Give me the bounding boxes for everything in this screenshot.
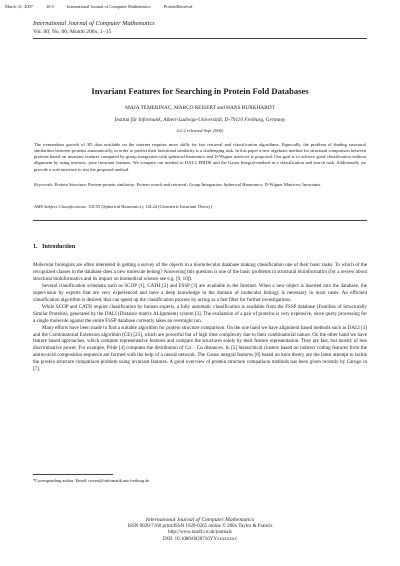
section-heading — [33, 244, 75, 250]
running-header-time: 10:5 — [46, 4, 54, 9]
paragraph: Several classification schemata such as SCOP [1], CATH [2] and FSSP [3] are available in the Internet. When a new object is inserted into the database, the supervision by experts that are very experienced and have a deep knowledge in the domain of molecular biology is necessary in most cases. An efficient classification algorithm is desired, that can speed up the classification process by acting as a fast filter for further investigations. — [33, 282, 367, 303]
ams-classification — [34, 204, 366, 209]
affiliation: Institut für Informatik, Albert-Ludwigs-Universität, D-79110 Freiburg, Germany — [114, 117, 286, 123]
ams-label: AMS Subject Classifications: — [34, 204, 88, 209]
publication-journal: International Journal of Computer Mathematics — [145, 517, 255, 523]
section-title: Introduction — [42, 244, 76, 250]
journal-volume: Vol. 00, No. 00, Month 200x, 1–15 — [33, 29, 112, 35]
paper-title: Invariant Features for Searching in Protein Fold Databases — [91, 86, 309, 96]
publication-issn: ISSN 0020-7160 print/ISSN 1029-0265 online © 200x Taylor & Francis — [127, 523, 273, 529]
publication-info — [0, 517, 400, 543]
publication-url[interactable]: http://www.tandf.co.uk/journals — [168, 530, 232, 535]
ams-text: 33C55 (Spherical Harmonics); 14L24 (Geometric Invariant Theory) — [88, 204, 213, 209]
footnote-rule — [33, 474, 113, 475]
footnote: *Corresponding author. Email: reisert@informatik.uni-freiburg.de — [33, 478, 150, 483]
section-number: 1. — [33, 244, 38, 250]
abstract-rule — [33, 220, 367, 221]
header-rule — [33, 38, 367, 39]
keywords — [34, 182, 366, 188]
paragraph: While SCOP and CATH require classification by human experts, a fully automatic classification is available from the FSSP database (Families of Structurally Similar Proteins), generated by the DALI (Distance matrix ALIgnment) system [3]. The evaluation of a pair of proteins is very expensive, since query processing for a single molecule against the entire FSSP database currently takes an overnight run. — [33, 303, 367, 324]
body-text — [33, 262, 367, 373]
running-header-status: ProteinRetrieval — [163, 4, 193, 9]
running-header-date: March 31, 2007 — [5, 4, 33, 9]
keywords-label: Keywords: — [34, 182, 54, 187]
running-header — [5, 4, 205, 9]
release-note: (v2.2 released Sept 2006) — [176, 128, 224, 133]
publication-doi: DOI: 10.1080/0020716YYxxxxxxxx — [163, 536, 237, 542]
paragraph: Many efforts have been made to find a suitable algorithm for protein structure comparison. On the one hand we have alignment based methods such as DALI [3] and the Combinatorial Extension algorithm (CE) [23], which are powerful but of high time complexity due to their combinatorial nature. On the other hand we have feature based approaches, which compute representative features and compare the structures solely by their feature representation. They are fast, but mostly of less discriminative power. For example, Pride [4] computes the distribution of Cα − Cα distances. In [5] hierarchical clusters based on indirect coding features from the amino-acid composition sequence are formed with the help of a neural network. The Gauss integral features [6] based on knot theory are the latest attempt to tackle the protein structure comparison problem using invariant features. A good overview of protein structure comparison methods has been given recently by Carugo in [7]. — [33, 324, 367, 373]
journal-name: International Journal of Computer Mathematics — [33, 20, 155, 27]
authors: MAJA TEMERINAC, MARCO REISERT and HANS BURKHARDT — [125, 105, 275, 111]
abstract: The tremendous growth of 3D data available on the internet requires more skills for fast retrieval and classification algorithms. Especially, the problem of finding structural similarities between proteins automatically, in order to predict their functional similarity is a challenging task. In this paper a new algebraic method for structural comparison between proteins based on invariant features computed by group integration with spherical harmonics and D-Wigner matrices is proposed. Our goal is to achieve good classification without alignment by using intrinsic, pose invariant features. We compare our method to DALI, PRIDE and the Gauss Integral-method in a classification and search task. Additionally we provide a web interface to test the proposed method. — [34, 142, 366, 172]
paragraph: Molecular biologists are often interested in getting a survey of the objects in a biomolecular database making classification one of their basic tasks: To which of the recognized classes in the database does a new molecule belong? Answering this question is one of the basic problems in structural bioinformatics (for a review about structural bioinformatics and its impact on biomedical science see e.g. [9, 10]). — [33, 262, 367, 282]
running-header-journal: International Journal of Computer Mathematics — [66, 4, 151, 9]
keywords-text: Protein Structure; Protein-protein similarity; Protein search and retrieval; Group Integration; Spherical Harmonics; D-Wigner Matrices; Invariants — [54, 182, 321, 187]
